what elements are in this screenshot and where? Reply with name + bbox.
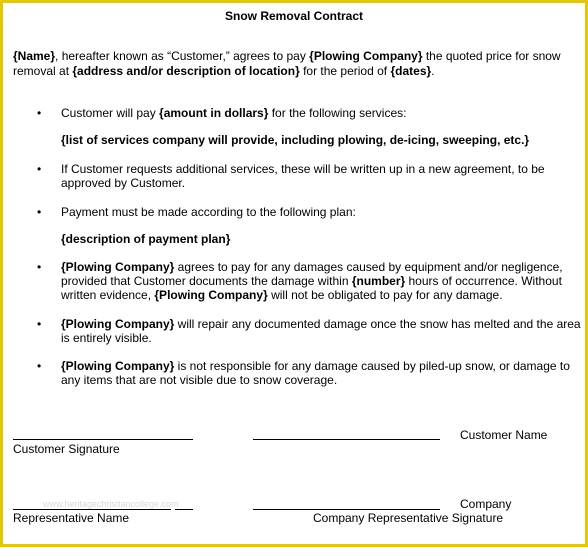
bullet-marker: • (37, 359, 42, 373)
services-placeholder: {list of services company will provide, including plowing, de-icing, sweeping, etc.} (61, 133, 530, 147)
customer-signature-label: Customer Signature (13, 442, 120, 456)
amount-placeholder: {amount in dollars} (159, 106, 269, 120)
address-placeholder: {address and/or description of location} (72, 63, 300, 78)
item-text: will not be obligated to pay for any damage. (267, 288, 503, 302)
bullet-marker: • (37, 205, 42, 219)
bullet-marker: • (37, 260, 42, 274)
dates-placeholder: {dates} (390, 63, 432, 78)
list-item-payment-plan: Payment must be made according to the following plan: (61, 205, 356, 219)
company-rep-signature-line[interactable] (253, 509, 440, 510)
representative-name-label: Representative Name (13, 511, 130, 525)
intro-text: the quoted price for snow removal at (13, 49, 561, 78)
list-item-not-responsible (61, 359, 583, 387)
company-placeholder: {Plowing Company} (309, 49, 423, 63)
intro-text: . (431, 63, 435, 78)
item-text: for the following services: (268, 106, 407, 120)
item-text: hours of occurrence. Without written evidence, (61, 274, 562, 302)
company-placeholder: {Plowing Company} (61, 317, 175, 331)
name-placeholder: {Name} (13, 49, 56, 63)
bullet-marker: • (37, 106, 42, 120)
intro-text: for the period of (299, 63, 391, 78)
intro-paragraph (13, 49, 579, 78)
number-placeholder: {number} (351, 274, 406, 288)
intro-text: , hereafter known as “Customer,” agrees to pay (55, 49, 310, 63)
bullet-marker: • (37, 162, 42, 176)
customer-name-line[interactable] (253, 439, 440, 440)
payment-plan-text: {description of payment plan} (61, 232, 231, 246)
document-title: Snow Removal Contract (224, 9, 364, 23)
item-text: will repair any documented damage once the snow has melted and the area is entirely visible. (61, 317, 581, 345)
list-item-repair (61, 317, 583, 345)
item-text: is not responsible for any damage caused by piled-up snow, or damage to any items that are not visible due to snow coverage. (61, 359, 570, 387)
representative-name-line-short[interactable] (175, 509, 193, 510)
item-text: Customer will pay (61, 106, 160, 120)
watermark: www.heritagechristiancollege.com (43, 499, 179, 509)
company-placeholder: {Plowing Company} (61, 359, 175, 373)
company-placeholder: {Plowing Company} (154, 288, 268, 302)
item-text: agrees to pay for any damages caused by equipment and/or negligence, provided that Customer documents the damage within (61, 260, 563, 288)
company-label: Company (460, 497, 512, 511)
list-item-damages (61, 260, 583, 302)
list-item-payment-amount (61, 106, 583, 120)
company-rep-signature-label: Company Representative Signature (313, 511, 504, 525)
customer-name-label: Customer Name (460, 428, 548, 442)
list-item-additional-services: If Customer requests additional services, these will be written up in a new agreement, to be approved by Customer. (61, 162, 545, 190)
company-placeholder: {Plowing Company} (61, 260, 175, 274)
customer-signature-line[interactable] (13, 439, 193, 440)
services-list-placeholder (61, 133, 583, 147)
payment-plan-placeholder (61, 232, 583, 246)
bullet-marker: • (37, 317, 42, 331)
representative-name-line[interactable] (13, 509, 171, 510)
